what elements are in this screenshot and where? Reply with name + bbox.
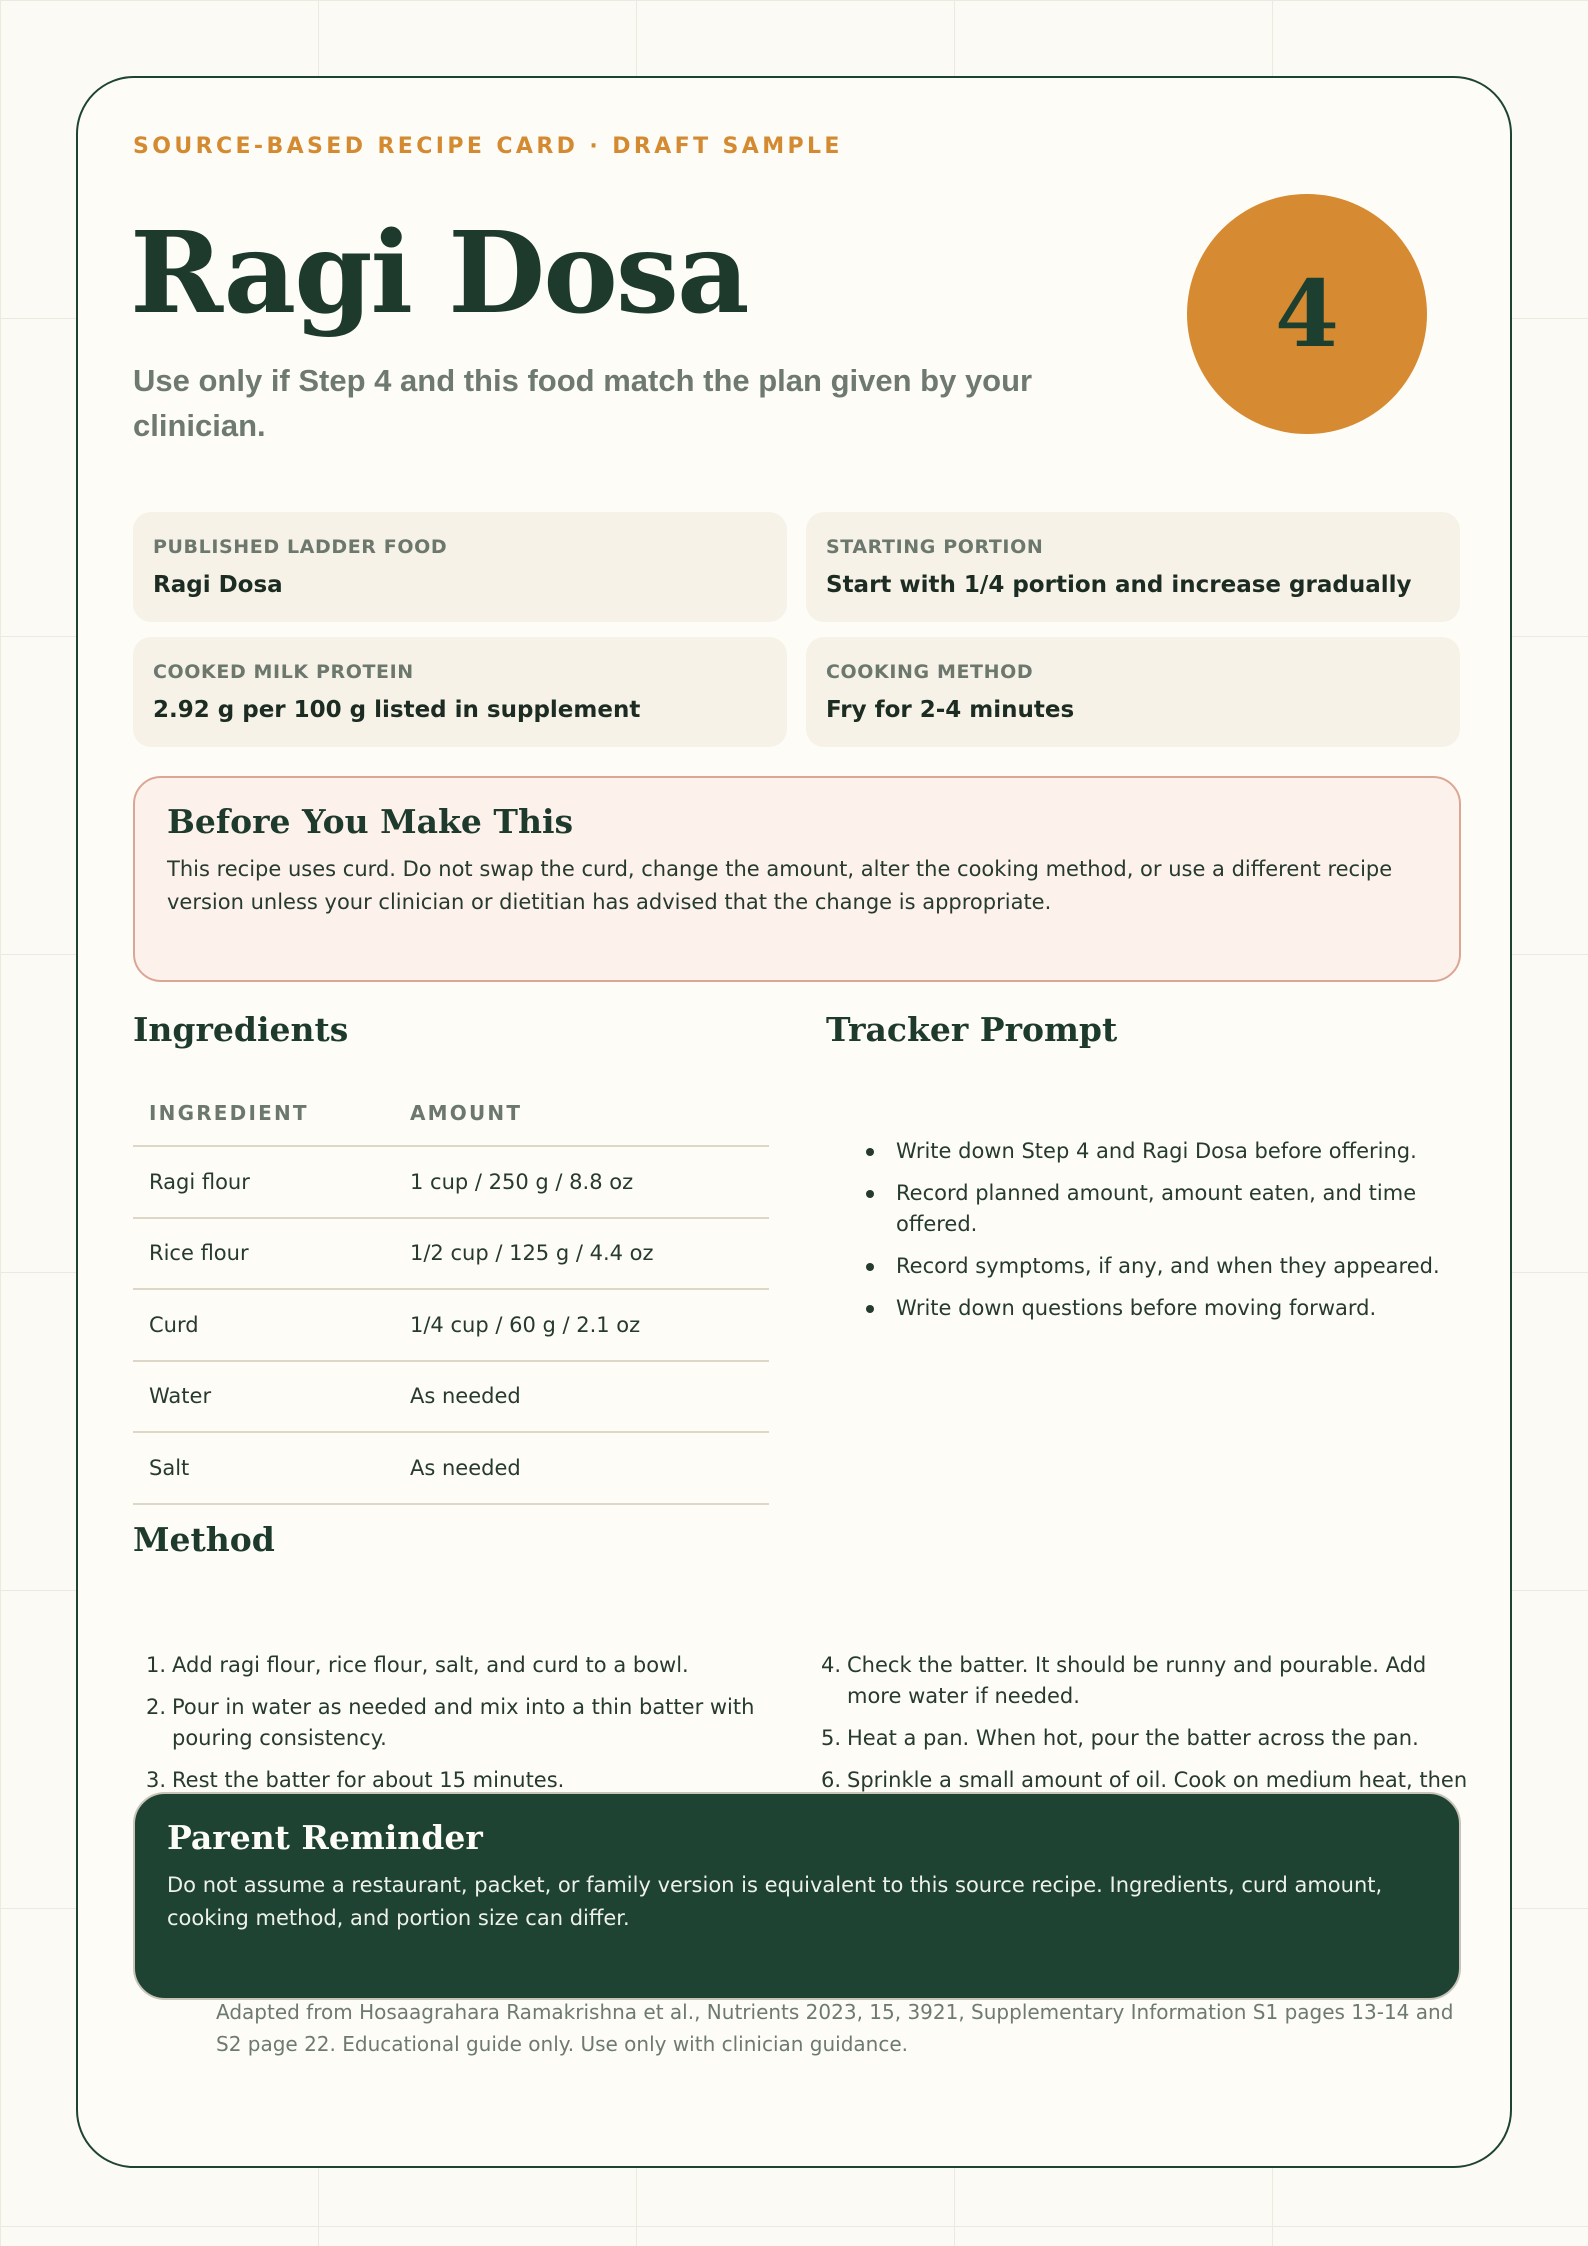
table-row	[133, 1361, 769, 1433]
list-item: Record planned amount, amount eaten, and time offered.	[860, 1178, 1500, 1240]
column-header-ingredient: INGREDIENT	[133, 1080, 394, 1146]
fact-cooking-method	[806, 637, 1460, 747]
table-row	[133, 1146, 769, 1218]
list-item: Record symptoms, if any, and when they appeared.	[860, 1251, 1500, 1282]
fact-label: STARTING PORTION	[826, 536, 1044, 558]
ingredient-amount: 1/4 cup / 60 g / 2.1 oz	[394, 1289, 769, 1361]
recipe-card	[76, 76, 1512, 2168]
ingredient-name: Salt	[133, 1432, 394, 1504]
warning-heading: Before You Make This	[167, 802, 574, 841]
table-row	[133, 1218, 769, 1290]
step-text: Add ragi flour, rice flour, salt, and curd to a bowl.	[172, 1653, 689, 1677]
source-footnote: Adapted from Hosaagrahara Ramakrishna et al., Nutrients 2023, 15, 3921, Supplementary Information S1 pages 13-14 and S2 page 22. Educational guide only. Use only with clinician guidance.	[216, 2000, 1454, 2056]
column-header-amount: AMOUNT	[394, 1080, 769, 1146]
warning-text: This recipe uses curd. Do not swap the curd, change the amount, alter the cooking method, or use a different recipe version unless your clinician or dietitian has advised that the change is appropriate.	[167, 857, 1393, 914]
ingredient-amount: As needed	[394, 1432, 769, 1504]
step-text: Sprinkle a small amount of oil. Cook on medium heat, then	[847, 1768, 1468, 1792]
step-text: Check the batter. It should be runny and pourable. Add more water if needed.	[847, 1653, 1427, 1708]
reminder-text: Do not assume a restaurant, packet, or family version is equivalent to this source recipe. Ingredients, curd amount, cooking method, and portion size can differ.	[167, 1873, 1383, 1930]
fact-label: COOKED MILK PROTEIN	[153, 661, 414, 683]
fact-value: Ragi Dosa	[153, 572, 283, 598]
ingredient-name: Water	[133, 1361, 394, 1433]
ingredient-name: Ragi flour	[133, 1146, 394, 1218]
fact-published-ladder-food	[133, 512, 787, 622]
fact-cooked-milk-protein	[133, 637, 787, 747]
ingredient-amount: 1 cup / 250 g / 8.8 oz	[394, 1146, 769, 1218]
step-number: 4.	[820, 1653, 841, 1677]
fact-label: COOKING METHOD	[826, 661, 1034, 683]
ingredients-heading: Ingredients	[133, 1010, 349, 1049]
step-text: Pour in water as needed and mix into a thin batter with pouring consistency.	[172, 1695, 755, 1750]
warning-box	[133, 776, 1461, 982]
recipe-title: Ragi Dosa	[130, 208, 748, 339]
reminder-heading: Parent Reminder	[167, 1818, 483, 1857]
ingredient-amount: As needed	[394, 1361, 769, 1433]
ingredients-table	[133, 1080, 769, 1505]
method-steps-left	[136, 1650, 776, 1807]
facts-grid	[133, 512, 1461, 747]
list-item: Write down Step 4 and Ragi Dosa before offering.	[860, 1136, 1500, 1167]
tracker-list	[860, 1136, 1500, 1335]
step-number: 5.	[820, 1726, 841, 1750]
method-step	[811, 1650, 1481, 1712]
fact-label: PUBLISHED LADDER FOOD	[153, 536, 448, 558]
step-number: 1.	[145, 1653, 166, 1677]
step-number: 6.	[820, 1768, 841, 1792]
recipe-subtitle: Use only if Step 4 and this food match the plan given by your clinician.	[133, 363, 1033, 443]
parent-reminder-box	[133, 1792, 1461, 2000]
step-number: 2.	[145, 1695, 166, 1719]
ingredient-amount: 1/2 cup / 125 g / 4.4 oz	[394, 1218, 769, 1290]
list-item: Write down questions before moving forward.	[860, 1293, 1500, 1324]
method-step	[811, 1723, 1481, 1754]
tracker-heading: Tracker Prompt	[826, 1010, 1118, 1049]
step-text: Rest the batter for about 15 minutes.	[172, 1768, 565, 1792]
step-number: 3.	[145, 1768, 166, 1792]
table-row	[133, 1432, 769, 1504]
step-badge: 4	[1187, 194, 1427, 434]
fact-value: 2.92 g per 100 g listed in supplement	[153, 697, 641, 723]
step-text: Heat a pan. When hot, pour the batter across the pan.	[847, 1726, 1419, 1750]
card-eyebrow: SOURCE-BASED RECIPE CARD · DRAFT SAMPLE	[133, 134, 843, 159]
fact-value: Fry for 2-4 minutes	[826, 697, 1075, 723]
ingredient-name: Rice flour	[133, 1218, 394, 1290]
method-step	[136, 1650, 776, 1681]
fact-value: Start with 1/4 portion and increase gradually	[826, 572, 1412, 598]
method-step	[136, 1692, 776, 1754]
table-header-row	[133, 1080, 769, 1146]
method-heading: Method	[133, 1520, 275, 1559]
table-row	[133, 1289, 769, 1361]
ingredient-name: Curd	[133, 1289, 394, 1361]
fact-starting-portion	[806, 512, 1460, 622]
